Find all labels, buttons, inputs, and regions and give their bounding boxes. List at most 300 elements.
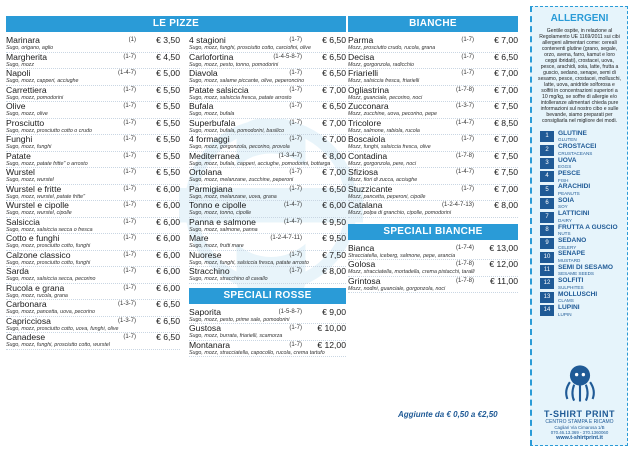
item-price: € 6,50 [156,332,180,342]
item-allergens: (1-7) [123,119,136,126]
item-price: € 7,00 [494,134,518,144]
item-name: Parma [348,35,374,45]
menu-item [348,260,518,277]
allergen-name: PESCE [558,170,581,178]
allergen-item [532,130,627,143]
item-description: Sugo, mozz, stracciatella, capocollo, rucola, crema tartufo [189,349,325,356]
item-description: Sugo, mozz, burrata, friarielli, scamorza [189,333,283,339]
item-price: € 6,50 [322,51,346,62]
item-allergens: (1-7) [123,136,136,142]
allergen-item [532,197,627,210]
item-price: € 8,50 [494,117,518,128]
menu-item [6,300,180,317]
item-name: Decisa [348,51,375,62]
item-price: € 8,00 [322,266,346,276]
item-description: Sugo, mozz, salsiccia fresca, patate arrosto [189,94,292,101]
allergen-name: CROSTACEI [558,143,597,151]
item-allergens: (1-7-8) [455,277,474,284]
item-description: Sugo, mozz, salsiccia secca, pecorino [6,276,96,282]
item-name: Diavola [189,68,218,78]
menu-item [6,102,180,119]
item-price: € 6,00 [156,282,180,293]
brand-area [532,362,627,441]
allergen-name-en: FISH [558,177,569,183]
menu-item [6,284,180,301]
item-name: Ortolana [189,167,222,177]
item-allergens: (1-3-7) [455,103,474,109]
item-name: Calzone classico [6,249,71,260]
bianche-column [348,16,518,293]
allergen-item [532,291,627,304]
allergen-name-en: MUSTARD [558,258,581,263]
item-description: Sugo, mozz, melanzane, zucchine, peperoni [189,177,294,183]
menu-item [348,244,518,261]
item-name: Salsiccia [6,216,40,227]
item-price: € 13,00 [489,242,518,253]
menu-page [6,6,634,446]
item-description: Sugo, mozz, rucola, grana [6,292,68,299]
item-description: Mozz, gorgonzola, pere, noci [348,160,417,167]
item-name: Patate salsiccia [189,84,249,95]
item-name: Gustosa [189,323,222,333]
allergen-item [532,210,627,223]
item-name: Margherita [6,51,48,62]
item-allergens: (1-3-7) [117,301,136,307]
item-price: € 6,00 [156,200,180,210]
allergen-item [532,304,627,317]
item-allergens: (1-7) [289,251,302,258]
item-name: Carrettiera [6,84,47,95]
item-price: € 6,00 [156,266,180,276]
item-price: € 7,50 [494,101,518,111]
brand-website[interactable]: www.t-shirtprint.it [556,435,603,441]
item-description: Sugo, mozz, funghi, salsiccia fresca, patate arrosto [189,259,309,266]
item-allergens: (1-7) [123,334,136,340]
allergen-name: UOVA [558,156,577,164]
item-name: Stuzzicante [348,183,393,194]
item-allergens: (1-7) [461,37,474,43]
item-allergens: (1-7) [289,185,302,192]
item-allergens: (1-7) [289,268,302,274]
menu-item [6,317,180,334]
item-allergens: (1-7) [123,251,136,258]
speciali-rosse-header: SPECIALI ROSSE [189,288,346,304]
item-description: Mozz, salsiccia fresca, friarielli [348,78,420,84]
item-allergens: (1-7) [123,284,136,291]
pizze-list-2 [189,36,346,284]
brand-address: Cagliari Via Cimarosa 1/B [554,425,605,430]
item-description: Sugo, mozz, gorgonzola, pecorino, provola [189,144,290,150]
allergen-name: SEDANO [558,237,587,245]
item-allergens: (1-7) [123,185,136,192]
item-description: Sugo, mozz, capperi, acciughe [6,78,79,84]
item-description: Mozz, fiori di zucca, acciughe [348,177,418,183]
item-name: Bufala [189,101,214,111]
allergen-icon: 10 [540,252,554,263]
allergeni-title: ALLERGENI [550,13,609,24]
item-description: Mozz, funghi, salsiccia fresca, olive [348,144,431,150]
menu-item [348,119,518,136]
item-description: Mozz, gorgonzola, radicchio [348,61,414,68]
item-price: € 5,50 [156,167,180,177]
octopus-logo-icon [559,362,601,404]
menu-item [189,53,346,70]
menu-item [189,86,346,103]
item-name: Wurstel [6,167,35,177]
item-allergens: (1-7-8) [455,86,474,93]
item-name: Napoli [6,68,31,78]
item-allergens: (1-7-8) [455,261,474,267]
allergen-name-en: SESAME SEEDS [558,271,594,277]
item-name: Panna e salmone [189,216,256,227]
item-allergens: (1-7) [123,202,136,208]
item-allergens: (1-7) [289,341,302,348]
menu-item [348,152,518,169]
menu-item [189,185,346,202]
item-price: € 4,50 [156,51,180,62]
menu-item [6,251,180,268]
item-name: Sfiziosa [348,167,379,177]
item-allergens: (1-5-8-7) [278,308,302,315]
allergen-name-en: NUTS [558,231,571,237]
menu-item [6,267,180,284]
menu-item [189,267,346,284]
menu-item [189,218,346,235]
item-description: Sugo, mozz, funghi [6,144,52,150]
aggiunte-note: Aggiunte da € 0,50 a €2,50 [398,410,498,419]
allergen-item [532,224,627,237]
item-price: € 5,50 [156,134,180,144]
item-allergens: (1-7) [289,119,302,126]
item-price: € 7,00 [494,183,518,194]
item-price: € 7,50 [494,167,518,177]
allergen-icon: 2 [540,145,554,156]
allergen-item [532,170,627,183]
menu-item [189,251,346,268]
item-price: € 6,50 [156,315,180,326]
item-name: Montanara [189,339,231,350]
menu-item [189,234,346,251]
allergen-name-en: EGGS [558,164,572,170]
item-name: Ogliastrina [348,84,390,95]
item-description: Sugo, mozz, wurstel [6,177,54,183]
allergeni-text: Gentile ospite, in relazione al Regolamento UE 1169/2011 sui cibi allergeni alimentari come: cereali contenenti glutine (grano, segale, orzo, avena, farro, kamut e loro ceppi ibridati), crostacei, uova, pesce, arachidi, soia, latte, frutta a guscio, sedano, senape, semi di sesamo, pesce, crostacei, molluschi, latte, uova, anidride solforosa e solfiti in concentrazioni superiori a 10 mg/kg, se soffre di allergie e/o intolleranze alimentari chieda pure informazioni sul nostro cibo e sulle bevande, siamo preparati per consigliarla nel migliore dei modi. [538,28,621,124]
menu-item [189,135,346,152]
menu-item [6,119,180,136]
item-allergens: (1-4-7) [455,119,474,126]
allergen-item [532,264,627,277]
menu-item [348,201,518,218]
allergen-name-en: GLUTEN [558,137,577,143]
item-price: € 9,00 [322,306,346,317]
item-allergens: (1-7) [123,268,136,274]
allergen-name-en: CRUSTACEANS [558,150,593,156]
item-description: Sugo, mozz, funghi, prosciutto cotto, carciofini, olive [189,45,311,51]
brand-name: T-SHIRT PRINT [544,409,615,419]
item-price: € 5,00 [156,68,180,78]
item-description: Sugo, mozz, salame piccante, olive, peperoncino [189,78,305,84]
item-price: € 10,00 [317,323,346,333]
item-price: € 12,00 [489,259,518,269]
item-allergens: (1-7) [123,86,136,93]
bianche-header: BIANCHE [348,16,518,32]
item-allergens: (1-7) [289,169,302,175]
item-price: € 9,50 [322,216,346,227]
item-allergens: (1-7) [289,103,302,109]
item-allergens: (1-4-7) [283,202,302,208]
item-name: Golosa [348,259,376,269]
allergen-name: MOLLUSCHI [558,290,598,298]
item-price: € 5,50 [156,150,180,161]
item-price: € 7,00 [322,84,346,95]
item-allergens: (1-7) [123,218,136,225]
item-name: Canadese [6,332,46,342]
item-name: Mediterranea [189,150,240,161]
item-description: Sugo, mozz, prosciutto cotto, uova, funghi, olive [6,325,119,332]
item-price: € 9,50 [322,233,346,243]
allergen-name: SENAPE [558,250,586,258]
item-description: Sugo, mozz, wurstel, cipolle [6,210,72,216]
menu-item [189,324,346,341]
item-allergens: (1-7-8) [455,152,474,159]
item-description: Sugo, mozz, prosciutto cotto o crudo [6,127,92,134]
speciali-rosse-list [189,308,346,358]
item-name: Friarielli [348,68,379,78]
item-allergens: (1-7) [461,185,474,192]
menu-item [348,36,518,53]
menu-item [189,69,346,86]
allergen-name-en: SOY [558,204,568,210]
item-name: Nuorese [189,249,222,260]
allergen-name: SOLFITI [558,277,584,285]
item-price: € 3,50 [156,35,180,45]
menu-item [6,185,180,202]
item-price: € 7,50 [322,249,346,260]
item-name: Wurstel e fritte [6,183,62,194]
allergen-item [532,143,627,156]
menu-item [6,69,180,86]
item-name: Boscaiola [348,134,386,144]
allergen-item [532,277,627,290]
item-allergens: (1-2-4-7-13) [441,202,474,208]
menu-item [348,185,518,202]
allergen-icon: 6 [540,198,554,209]
item-description: Sugo, mozz, olive [6,111,48,117]
item-name: Saporita [189,306,222,317]
item-description: Sugo, mozz, pesto, prime sale, pomodorini [189,316,290,323]
item-description: Sugo, origano, aglio [6,45,54,51]
item-description: Sugo, mozz, pancetta, uova, pecorino [6,309,95,315]
item-price: € 7,50 [494,150,518,161]
item-name: Prosciutto [6,117,45,128]
item-description: Mozz, pancetta, peperoni, cipolle [348,193,426,200]
item-allergens: (1-7-4) [455,244,474,251]
menu-item [348,277,518,294]
item-description: Sugo, mozz, salmone, panna [189,226,258,233]
item-description: Sugo, mozz, tonno, cipolle [189,210,252,216]
allergen-item [532,157,627,170]
item-price: € 7,00 [322,117,346,128]
pizze-list-1 [6,36,180,350]
brand-phone: 070.46.13.369 - 370.1360060 [550,430,609,435]
item-allergens: (1-7) [461,136,474,142]
item-description: Sugo, mozz, funghi, prosciutto cotto, wurstel [6,342,110,348]
allergen-list [532,130,627,317]
item-description: Sugo, mozz, prosciutto cotto, funghi [6,259,91,266]
item-allergens: (1-4-5-8-7) [273,53,302,60]
allergen-icon: 14 [540,305,554,316]
item-price: € 5,50 [156,101,180,111]
item-name: 4 stagioni [189,35,226,45]
allergen-name: LATTICINI [558,210,590,218]
item-price: € 7,00 [494,35,518,45]
item-description: Sugo, mozz, pesto, tonno, pomodorini [189,61,279,68]
menu-item [6,168,180,185]
item-name: Tricolore [348,117,382,128]
item-price: € 6,50 [156,299,180,309]
item-name: Contadina [348,150,388,161]
allergen-icon: 7 [540,212,554,223]
item-allergens: (1-7) [123,53,136,60]
item-allergens: (1-7) [289,70,302,76]
item-allergens: (1-7) [289,86,302,93]
allergen-name-en: CLAMS [558,298,574,304]
menu-item [6,53,180,70]
item-allergens: (1-7) [123,235,136,241]
item-name: Capricciosa [6,315,51,326]
brand-tagline: CENTRO STAMPA E RICAMO [545,419,614,425]
item-name: Cotto e funghi [6,233,60,243]
allergen-name-en: CELERY [558,244,577,250]
item-allergens: (1-4-7) [117,70,136,76]
allergen-name: SEMI DI SESAMO [558,263,613,271]
item-price: € 6,00 [156,183,180,194]
allergen-icon: 5 [540,185,554,196]
item-price: € 7,00 [494,68,518,78]
item-name: Olive [6,101,26,111]
item-description: Mozz, zucchine, uova, pecorino, pepe [348,111,437,117]
item-allergens: (1-7) [123,152,136,159]
item-description: Sugo, mozz, bufala, pomodorini, basilico [189,127,285,134]
menu-item [189,102,346,119]
menu-item [6,135,180,152]
allergen-name: FRUTTA A GUSCIO [558,223,618,231]
menu-item [6,234,180,251]
item-name: Patate [6,150,31,161]
item-price: € 7,00 [322,167,346,177]
menu-item [348,102,518,119]
allergen-name-en: LUPIN [558,311,572,317]
item-price: € 7,00 [322,134,346,144]
speciali-bianche-list [348,244,518,294]
allergen-icon: 12 [540,278,554,289]
item-price: € 7,00 [494,84,518,95]
menu-item [348,53,518,70]
item-price: € 12,00 [317,339,346,350]
pizze-column-2 [189,16,346,357]
allergen-icon: 8 [540,225,554,236]
item-description: Mozz, nodini, guanciale, gorgonzola, noci [348,285,446,292]
item-allergens: (1-4-7) [455,169,474,175]
item-description: Mozz, prosciutto crudo, rucola, grana [348,45,436,51]
menu-item [189,152,346,169]
item-description: Sugo, mozz, patate fritte" o arrosto [6,160,88,167]
menu-item [6,218,180,235]
item-name: Funghi [6,134,33,144]
menu-item [189,341,346,358]
allergen-item [532,237,627,250]
menu-item [189,119,346,136]
item-description: Sugo, mozz, stracchino di cavallo [189,276,268,282]
item-description: Sugo, mozz, salsiccia secca o fresca [6,226,93,233]
allergen-name: GLUTINE [558,129,587,137]
item-price: € 6,00 [156,216,180,227]
item-price: € 6,50 [322,101,346,111]
item-name: Wurstel e cipolle [6,200,69,210]
item-description: Sugo, mozz, wurstel, patate fritte" [6,193,86,200]
item-name: Mare [189,233,209,243]
allergen-icon: 1 [540,131,554,142]
item-description: Stracciatella, iceberg, salmone, pepe, arancia [348,252,456,259]
item-name: Grintosa [348,275,381,286]
item-description: Sugo, mozz, bufala [189,111,235,117]
item-price: € 5,50 [156,117,180,128]
menu-item [6,201,180,218]
item-description: Mozz, stracciatella, mortadella, crema pistacchi, taralli [348,269,475,275]
item-description: Mozz, guanciale, pecorino, noci [348,94,423,101]
allergen-name-en: DAIRY [558,217,572,223]
item-price: € 6,00 [156,233,180,243]
menu-item [189,201,346,218]
item-name: Rucola e grana [6,282,65,293]
menu-item [189,168,346,185]
allergen-icon: 9 [540,238,554,249]
item-name: Superbufala [189,117,236,128]
menu-item [348,135,518,152]
item-name: Parmigiana [189,183,233,194]
item-allergens: (1-7) [289,136,302,142]
menu-item [189,308,346,325]
item-price: € 6,50 [322,68,346,78]
item-price: € 5,50 [156,84,180,95]
item-allergens: (1-7) [289,325,302,331]
menu-item [348,86,518,103]
item-name: Zucconara [348,101,389,111]
allergen-item [532,251,627,264]
allergen-name: ARACHIDI [558,183,591,191]
item-description: Sugo, mozz, prosciutto cotto, funghi [6,243,91,249]
item-allergens: (1-7) [461,53,474,60]
item-allergens: (1) [128,37,136,43]
item-price: € 8,00 [322,150,346,161]
allergen-name-en: PEANUTS [558,191,580,197]
pizze-header: LE PIZZE [6,16,346,32]
item-name: Stracchino [189,266,230,276]
allergen-icon: 13 [540,292,554,303]
item-description: Sugo, mozz, melanzane, uova, grana [189,193,277,200]
item-allergens: (1-3-7) [117,317,136,324]
item-price: € 6,00 [322,200,346,210]
allergen-name: SOIA [558,196,575,204]
item-allergens: (1-7) [123,103,136,109]
speciali-bianche-header: SPECIALI BIANCHE [348,224,518,240]
item-allergens: (1-4-7) [283,218,302,225]
allergeni-panel [530,6,628,446]
item-description: Mozz, polpa di granchio, cipolle, pomodorini [348,210,452,216]
menu-item [6,333,180,350]
menu-item [348,168,518,185]
item-allergens: (1-2-4-7-11) [270,235,302,241]
